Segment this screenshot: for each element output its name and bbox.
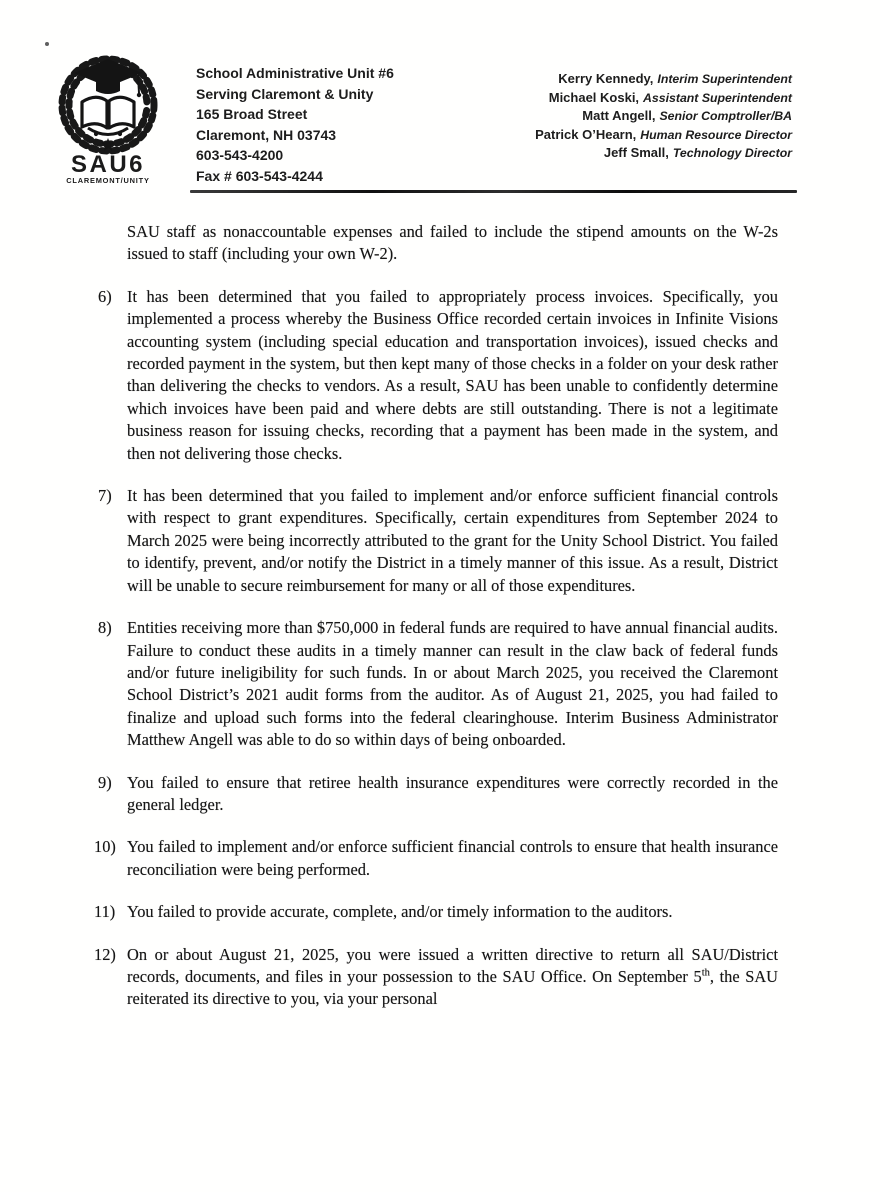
ordinal-superscript: th (701, 967, 710, 979)
item-text: Entities receiving more than $750,000 in federal funds are required to have annual financial audits. Failure to conduct these audits in a timely manner can result in the claw back of federal funds and/or future ineligibility for such funds. In or about March 2025, you received the Claremont School District’s 2021 audit forms from the auditor. As of August 21, 2025, you had failed to finalize and upload such forms into the federal clearinghouse. Interim Business Administrator Matthew Angell was able to do so within days of being onboarded. (127, 618, 778, 750)
list-item-12 (94, 944, 778, 1011)
list-item-6 (94, 286, 778, 465)
item-number: 7) (98, 486, 112, 506)
logo-tagline: CLAREMONT/UNITY (66, 176, 150, 185)
emblem-dot-right (118, 132, 122, 136)
item-text: It has been determined that you failed to implement and/or enforce sufficient financial controls with respect to grant expenditures. Specifically, certain expenditures from September 2024 to March 2025 were being incorrectly attributed to the grant for the Unity School District. You failed to identify, prevent, and/or notify the District in a timely manner of this issue. As a result, District will be unable to secure reimbursement for many or all of those expenditures. (127, 486, 778, 595)
org-city-state-zip: Claremont, NH 03743 (196, 126, 337, 143)
item-number: 9) (98, 772, 112, 792)
list-item-10 (94, 836, 778, 881)
open-book-icon (82, 97, 134, 134)
staff-name: Kerry Kennedy, (558, 71, 654, 86)
item-text: You failed to ensure that retiree health insurance expenditures were correctly recorded in the general ledger. (127, 772, 778, 814)
item-number: 8) (98, 618, 112, 638)
staff-member (535, 126, 792, 145)
staff-member (535, 107, 792, 126)
staff-name: Matt Angell, (582, 108, 656, 124)
intro-paragraph: SAU staff as nonaccountable expenses and failed to include the stipend amounts on the W-2s issued to staff (including your own W-2). (127, 222, 778, 264)
scan-artifact-dot (45, 42, 49, 46)
emblem-dot-left (94, 132, 98, 136)
org-serving-line: Serving Claremont & Unity (196, 85, 374, 102)
org-fax: Fax # 603-543-4244 (196, 167, 323, 184)
org-address-block (196, 63, 394, 186)
staff-member (535, 70, 792, 89)
staff-list (535, 70, 792, 163)
list-item-9 (94, 772, 778, 817)
item-number: 6) (98, 286, 112, 306)
item-text: You failed to implement and/or enforce sufficient financial controls to ensure that health insurance reconciliation were being performed. (127, 837, 778, 879)
item-number: 12) (94, 944, 116, 964)
staff-member (535, 89, 792, 108)
staff-name: Patrick O’Hearn, (535, 126, 637, 142)
staff-title: Senior Comptroller/BA (659, 109, 792, 124)
letterhead-divider (190, 190, 797, 193)
item-text (127, 944, 778, 1011)
sau6-logo (46, 48, 170, 188)
item-text-post: , the SAU reiterated its directive to you, via your personal (127, 966, 779, 1009)
staff-title: Human Resource Director (640, 127, 792, 142)
item-number: 10) (94, 837, 116, 857)
org-name: School Administrative Unit #6 (196, 65, 394, 81)
list-item-7 (94, 485, 778, 597)
logo-acronym: SAU6 (70, 151, 146, 178)
list-item-11 (94, 901, 778, 923)
item-text: You failed to provide accurate, complete, and/or timely information to the auditors. (127, 902, 673, 922)
staff-title: Interim Superintendent (657, 72, 792, 86)
item-number: 11) (94, 902, 116, 922)
org-street: 165 Broad Street (196, 106, 308, 122)
org-phone: 603-543-4200 (196, 147, 284, 163)
staff-title: Assistant Superintendent (643, 90, 792, 105)
staff-name: Jeff Small, (603, 145, 669, 161)
list-item-8 (94, 617, 778, 751)
item-text-pre: On or about August 21, 2025, you were issued a written directive to return all SAU/District records, documents, and files in your possession to the SAU Office. On September 5 (127, 944, 778, 986)
item-text: It has been determined that you failed to appropriately process invoices. Specifically, you implemented a process whereby the Business Office recorded certain invoices in Infinite Visions accounting system (including special education and transportation invoices), issued checks and recorded payment in the system, but then kept many of those checks in a folder on your desk rather than delivering the checks to vendors. As a result, SAU has been unable to confidently determine which invoices have been paid and where debts are still outstanding. There is not a legitimate business reason for issuing checks, recording that a payment has been made in the system, and then not delivering those checks. (127, 286, 778, 463)
staff-member (535, 144, 792, 163)
letter-body (94, 221, 778, 1011)
staff-title: Technology Director (672, 146, 792, 161)
staff-name: Michael Koski, (548, 89, 640, 105)
